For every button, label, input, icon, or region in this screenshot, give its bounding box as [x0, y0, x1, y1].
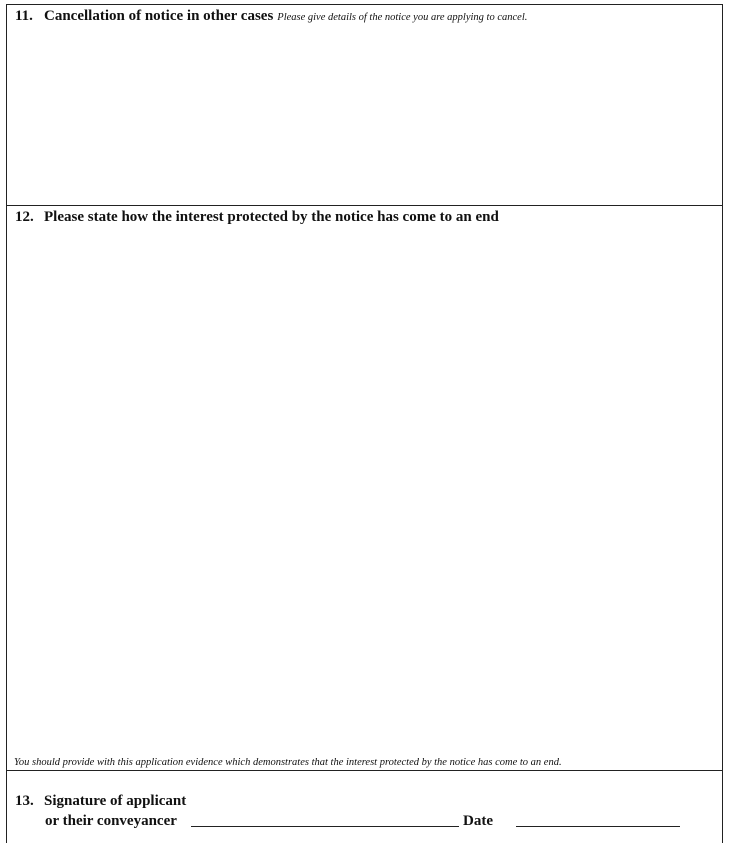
- section-12-interest-ended[interactable]: [7, 206, 722, 771]
- section-12-heading: [15, 209, 499, 226]
- date-field[interactable]: [516, 826, 680, 827]
- section-13-signature: [7, 771, 722, 844]
- section-11-heading: [15, 8, 527, 25]
- signature-field[interactable]: [191, 826, 459, 827]
- section-11-title: Cancellation of notice in other cases: [44, 8, 274, 24]
- section-12-evidence-note: You should provide with this application evidence which demonstrates that the interest protected by the notice has come to an end.: [14, 757, 562, 768]
- section-11-cancellation[interactable]: [7, 5, 722, 206]
- section-13-title: Signature of applicant: [44, 793, 187, 809]
- section-13-subtitle: or their conveyancer: [45, 813, 177, 829]
- section-13-heading: [15, 793, 186, 810]
- date-label: Date: [463, 813, 493, 829]
- section-11-number: 11.: [15, 8, 33, 24]
- section-13-number: 13.: [15, 793, 34, 809]
- section-12-number: 12.: [15, 209, 34, 225]
- section-11-hint: Please give details of the notice you are applying to cancel.: [277, 12, 528, 23]
- section-12-title: Please state how the interest protected by the notice has come to an end: [44, 209, 499, 225]
- application-form: [6, 4, 723, 843]
